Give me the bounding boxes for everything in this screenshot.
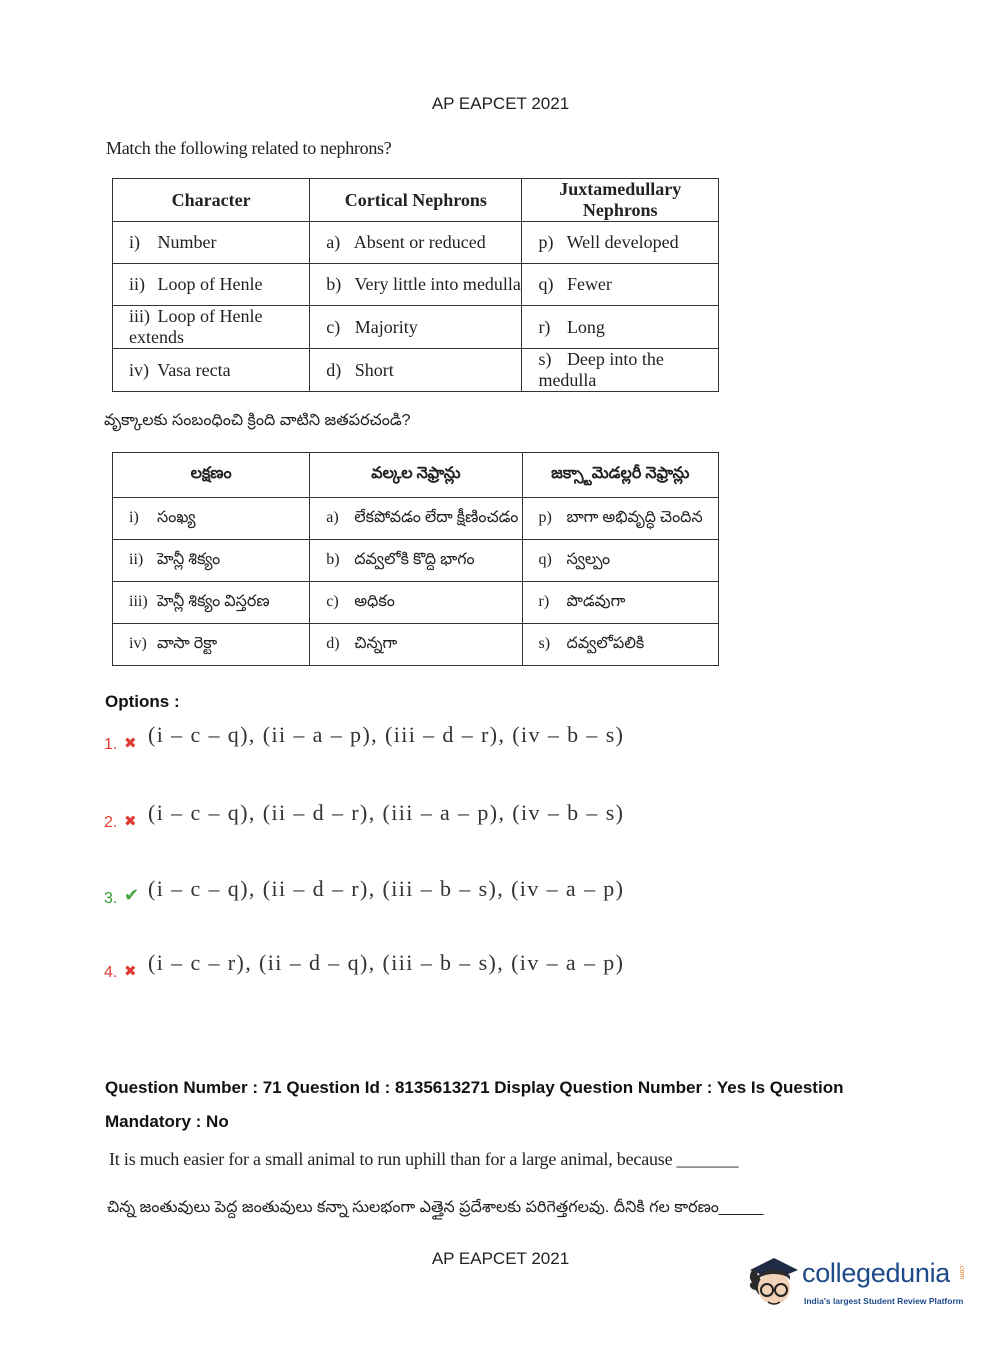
option-number: 3. xyxy=(104,890,118,907)
collegedunia-logo[interactable] xyxy=(744,1250,974,1314)
cell-text: అధికం xyxy=(354,592,395,610)
option-number: 1. xyxy=(104,736,118,753)
cell-text: లేకపోవడం లేదా క్షీణించడం xyxy=(354,508,519,526)
table-row xyxy=(113,349,719,392)
table-row xyxy=(113,498,719,540)
cell-text: Short xyxy=(354,359,394,380)
option-text: (i – c – r), (ii – d – q), (iii – b – s), (iv – a – p) xyxy=(148,950,625,975)
row-marker: p) xyxy=(538,232,554,252)
row-marker: s) xyxy=(538,634,551,652)
column-header-cortical-te: వల్కల నెఫ్రాన్లు xyxy=(310,453,522,498)
cell-text: Vasa recta xyxy=(157,359,231,380)
row-marker: iii) xyxy=(129,306,150,326)
row-marker: c) xyxy=(326,316,341,337)
match-table-telugu xyxy=(112,452,719,666)
column-header-juxtamedullary-te: జక్స్టామెడల్లరీ నెఫ్రాన్లు xyxy=(522,453,718,498)
question-prompt-telugu: వృక్కాలకు సంబంధించి క్రింది వాటిని జతపరచండి? xyxy=(104,412,411,429)
row-marker: c) xyxy=(326,592,339,610)
column-header-cortical: Cortical Nephrons xyxy=(310,179,522,222)
row-marker: q) xyxy=(538,550,552,568)
cell-text: దవ్వలోపలికి xyxy=(566,634,645,652)
cell-text: హెన్లీ శిక్యం విస్తరణ xyxy=(157,592,270,610)
table-row xyxy=(113,264,719,306)
cell-text: Well developed xyxy=(566,232,679,252)
row-marker: iv) xyxy=(129,359,149,380)
cell-text: Loop of Henle extends xyxy=(129,306,263,347)
wrong-cross-icon: ✖ xyxy=(124,813,137,830)
question-meta-line-2: Mandatory : No xyxy=(105,1112,229,1131)
cell-text: Majority xyxy=(354,316,418,337)
cell-text: Long xyxy=(566,316,605,337)
cell-text: హెన్లీ శిక్యం xyxy=(157,550,221,568)
column-header-juxtamedullary: Juxtamedullary Nephrons xyxy=(522,179,719,222)
cell-text: స్వల్పం xyxy=(566,550,611,568)
row-marker: i) xyxy=(129,508,139,526)
cell-text: దవ్వలోకి కొద్ది భాగం xyxy=(354,550,475,568)
cell-text: పొడవుగా xyxy=(566,592,626,610)
page-header-title: AP EAPCET 2021 xyxy=(431,94,570,113)
question2-prompt-english: It is much easier for a small animal to run uphill than for a large animal, because _______ xyxy=(109,1149,739,1169)
table-row xyxy=(113,540,719,582)
option-number: 4. xyxy=(104,964,118,981)
row-marker: b) xyxy=(326,550,340,568)
student-mascot-icon xyxy=(744,1250,802,1314)
page-footer-title: AP EAPCET 2021 xyxy=(431,1249,570,1268)
logo-suffix: .com xyxy=(958,1264,965,1280)
row-marker: iv) xyxy=(129,634,147,652)
wrong-cross-icon: ✖ xyxy=(124,963,137,980)
option-text: (i – c – q), (ii – d – r), (iii – b – s), (iv – a – p) xyxy=(148,876,625,901)
correct-check-icon: ✔ xyxy=(124,885,140,905)
row-marker: ii) xyxy=(129,550,144,568)
row-marker: b) xyxy=(326,274,342,294)
question2-prompt-telugu: చిన్న జంతువులు పెద్ద జంతువులు కన్నా సులభంగా ఎత్తైన ప్రదేశాలకు పరిగెత్తగలవు. దీనికి గల కారణం_____ xyxy=(107,1199,764,1216)
row-marker: ii) xyxy=(129,274,145,294)
table-header-row xyxy=(113,453,719,498)
cell-text: Loop of Henle xyxy=(157,274,263,294)
table-row xyxy=(113,306,719,349)
column-header-character: Character xyxy=(113,179,310,222)
row-marker: q) xyxy=(538,274,554,294)
row-marker: p) xyxy=(538,508,552,526)
column-header-character-te: లక్షణం xyxy=(113,453,310,498)
cell-text: Very little into medulla xyxy=(354,274,521,294)
cell-text: Fewer xyxy=(566,274,612,294)
question-prompt-english: Match the following related to nephrons? xyxy=(106,138,392,158)
cell-text: Deep into the medulla xyxy=(538,349,664,390)
row-marker: d) xyxy=(326,359,342,380)
question-meta-line-1: Question Number : 71 Question Id : 8135613271 Display Question Number : Yes Is Question xyxy=(105,1078,844,1097)
table-header-row xyxy=(113,179,719,222)
cell-text: బాగా అభివృద్ధి చెందిన xyxy=(566,508,703,526)
option-text: (i – c – q), (ii – a – p), (iii – d – r), (iv – b – s) xyxy=(148,722,625,747)
row-marker: i) xyxy=(129,232,140,252)
cell-text: Number xyxy=(157,232,217,252)
match-table-english xyxy=(112,178,719,392)
table-row xyxy=(113,624,719,666)
option-text: (i – c – q), (ii – d – r), (iii – a – p), (iv – b – s) xyxy=(148,800,625,825)
option-number: 2. xyxy=(104,814,118,831)
row-marker: d) xyxy=(326,634,340,652)
table-row xyxy=(113,222,719,264)
row-marker: s) xyxy=(538,349,552,369)
logo-wordmark: collegedunia xyxy=(802,1258,951,1288)
cell-text: చిన్నగా xyxy=(354,634,398,652)
options-label: Options : xyxy=(105,692,180,711)
row-marker: a) xyxy=(326,508,339,526)
row-marker: r) xyxy=(538,316,551,337)
cell-text: Absent or reduced xyxy=(353,232,486,252)
row-marker: r) xyxy=(538,592,550,610)
table-row xyxy=(113,582,719,624)
cell-text: వాసా రెక్టా xyxy=(157,634,218,652)
row-marker: a) xyxy=(326,232,341,252)
cell-text: సంఖ్య xyxy=(157,508,196,526)
wrong-cross-icon: ✖ xyxy=(124,735,137,752)
row-marker: iii) xyxy=(129,592,148,610)
logo-tagline: India's largest Student Review Platform xyxy=(804,1296,964,1306)
